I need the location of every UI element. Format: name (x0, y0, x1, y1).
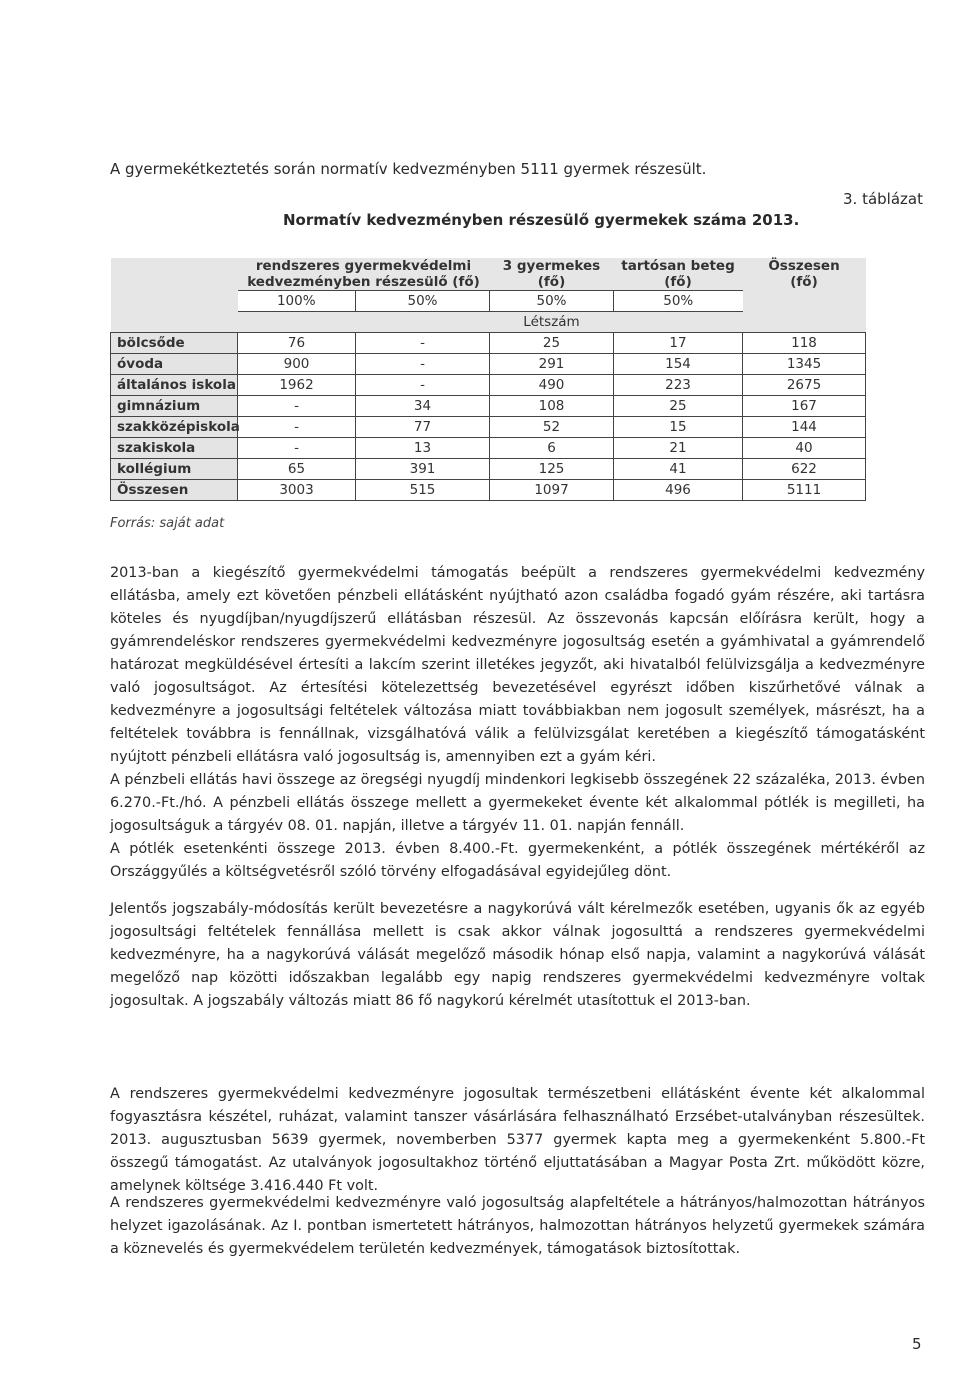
row-label: óvoda (111, 354, 238, 375)
percent-50-rgyk: 50% (356, 291, 490, 312)
intro-sentence: A gyermekétkeztetés során normatív kedvezményben 5111 gyermek részesült. (110, 160, 707, 178)
row-label: bölcsőde (111, 333, 238, 354)
table-row: gimnázium - 34 108 25 167 (111, 396, 866, 417)
header-rgyk: rendszeres gyermekvédelmi kedvezményben részesülő (fő) (238, 258, 490, 291)
header-chronically-ill: tartósan beteg (fő) (614, 258, 743, 291)
paragraph-supplement: 2013-ban a kiegészítő gyermekvédelmi támogatás beépült a rendszeres gyermekvédelmi kedvezmény ellátásba, amely ezt követően pénzbeli ellátásként nyújtható azon családba fogadó gyám részére, aki tartásra köteles és nyugdíjban/nyugdíjszerű ellátásban részesül. Az összevonás kapcsán előírásra került, hogy a gyámrendeléskor rendszeres gyermekvédelmi kedvezményre jogosultság esetén a gyámhivatal a gyámrendelő határozat megküldésével értesíti a lakcím szerint illetékes jegyzőt, aki hivatalból felülvizsgálja a kedvezményre való jogosultságot. Az értesítési kötelezettség bevezetésével egyrészt időben kiszűrhetővé válnak a kedvezményre a jogosultsági feltételek változása miatt továbbiakban nem jogosult személyek, másrészt, ha a feltételek továbbra is fennállnak, vizsgálhatóvá válik a felülvizsgálat keretében a kiegészítő támogatásként nyújtott pénzbeli ellátásra való jogosultság is, amennyiben ezt a gyám kéri. A pénzbeli ellátás havi összege az öregségi nyugdíj mindenkori legkisebb összegének 22 százaléka, 2013. évben 6.270.-Ft./hó. A pénzbeli ellátás összege mellett a gyermekeket évente két alkalommal pótlék is megilleti, ha jogosultságuk a tárgyév 08. 01. napján, illetve a tárgyév 11. 01. napján fennáll. A pótlék esetenkénti összege 2013. évben 8.400.-Ft. gyermekenként, a pótlék összegének mértékéről az Országgyűlés a költségvetésről szóló törvény elfogadásával egyidejűleg dönt. (110, 565, 925, 880)
table-headcount-row (111, 312, 866, 333)
paragraph-vouchers: A rendszeres gyermekvédelmi kedvezményre jogosultak természetbeni ellátásként évente két alkalommal fogyasztásra készétel, ruházat, valamint tanszer vásárlására felhasználható Erzsébet-utalványban részesültek. 2013. augusztusban 5639 gyermek, novemberben 5377 gyermek kapta meg a gyermekenként 5.800.-Ft összegű támogatást. Az utalványok jogosultakhoz történő eljuttatásában a Magyar Posta Zrt. működött közre, amelynek költsége 3.416.440 Ft volt. (110, 1086, 925, 1194)
percent-50-3-children: 50% (490, 291, 614, 312)
table-title: Normatív kedvezményben részesülő gyermekek száma 2013. (283, 211, 800, 229)
header-3-children: 3 gyermekes (fő) (490, 258, 614, 291)
table-row: óvoda 900 - 291 154 1345 (111, 354, 866, 375)
table-row: szakiskola - 13 6 21 40 (111, 438, 866, 459)
header-total: Összesen (fő) (743, 258, 866, 291)
paragraph-eligibility: A rendszeres gyermekvédelmi kedvezményre való jogosultság alapfeltétele a hátrányos/halmozottan hátrányos helyzet igazolásának. Az I. pontban ismertetett hátrányos, halmozottan hátrányos helyzetű gyermekek számára a köznevelés és gyermekvédelem területén kedvezmények, támogatások biztosítottak. (110, 1195, 925, 1257)
row-label: szakközépiskola (111, 417, 238, 438)
table-percent-row (111, 291, 866, 312)
percent-100: 100% (238, 291, 356, 312)
table-row: általános iskola 1962 - 490 223 2675 (111, 375, 866, 396)
row-label: általános iskola (111, 375, 238, 396)
percent-50-ill: 50% (614, 291, 743, 312)
headcount-label: Létszám (490, 312, 614, 333)
table-row: szakközépiskola - 77 52 15 144 (111, 417, 866, 438)
page-number: 5 (912, 1335, 922, 1353)
table-total-row: Összesen 3003 515 1097 496 5111 (111, 480, 866, 501)
paragraph-adults: Jelentős jogszabály-módosítás került bevezetésre a nagykorúvá vált kérelmezők esetében, ugyanis ők az egyéb jogosultsági feltételek fennállása mellett is csak akkor válnak jogosulttá a rendszeres gyermekvédelmi kedvezményre, ha a nagykorúvá válását megelőző második hónap első napja, valamint a nagykorúvá válását megelőző nap közötti időszakban legalább egy napig rendszeres gyermekvédelmi kedvezményre voltak jogosultak. A jogszabály változás miatt 86 fő nagykorú kérelmét utasítottuk el 2013-ban. (110, 901, 925, 1009)
statistics-table (110, 258, 865, 501)
table-row: kollégium 65 391 125 41 622 (111, 459, 866, 480)
table-source-note: Forrás: saját adat (110, 516, 225, 531)
row-label: kollégium (111, 459, 238, 480)
table-row: bölcsőde 76 - 25 17 118 (111, 333, 866, 354)
row-label: szakiskola (111, 438, 238, 459)
table-header-row (111, 258, 866, 291)
row-label: gimnázium (111, 396, 238, 417)
table-number: 3. táblázat (843, 190, 923, 208)
row-label: Összesen (111, 480, 238, 501)
